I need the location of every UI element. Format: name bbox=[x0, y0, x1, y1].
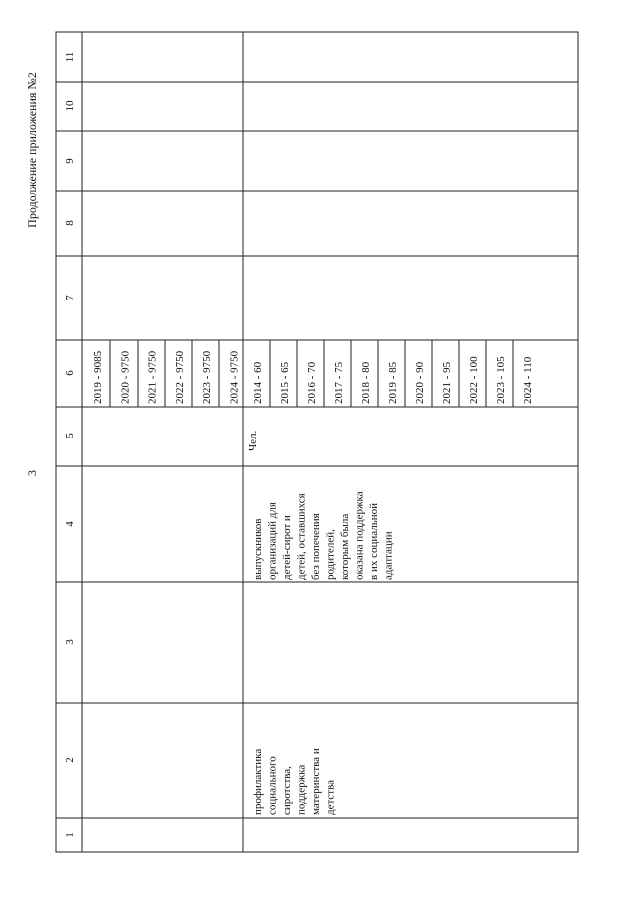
row2-col6-value: 2019 - 85 bbox=[387, 361, 399, 404]
row2-col4-line: оказана поддержка bbox=[353, 491, 366, 580]
row2-col6-value: 2014 - 60 bbox=[252, 361, 264, 404]
row2-col4-line: выпускников bbox=[252, 518, 264, 580]
row2-col6-value: 2016 - 70 bbox=[306, 361, 318, 404]
row2-col2-line: профилактика bbox=[252, 748, 264, 815]
page-number: 3 bbox=[25, 470, 39, 476]
row2-col6-value: 2015 - 65 bbox=[279, 361, 291, 404]
row2-col2-line: детства bbox=[324, 779, 337, 815]
column-header-6: 6 bbox=[64, 370, 76, 376]
row2-col2-line: сиротства, bbox=[281, 766, 293, 815]
column-headers bbox=[64, 52, 76, 838]
row2-col4-line: в их социальной bbox=[368, 503, 380, 580]
row2-col6-value: 2023 - 105 bbox=[495, 356, 507, 404]
row2-col2-line: поддержка bbox=[295, 764, 308, 815]
row1-col6-value: 2024 - 9750 bbox=[228, 350, 241, 404]
row2-col4-line: адаптации bbox=[382, 531, 395, 580]
row1-col6-value: 2019 - 9085 bbox=[92, 350, 104, 404]
row2-col6-value: 2024 - 110 bbox=[522, 356, 534, 404]
column-header-10: 10 bbox=[64, 100, 76, 112]
row1-col6-value: 2020 - 9750 bbox=[119, 350, 132, 404]
column-header-4: 4 bbox=[64, 521, 76, 527]
row2-col2-line: материнства и bbox=[310, 748, 322, 815]
column-header-1: 1 bbox=[64, 832, 76, 838]
row1-col6-value: 2023 - 9750 bbox=[201, 350, 214, 404]
row2-col6-value: 2017 - 75 bbox=[333, 361, 345, 404]
column-header-8: 8 bbox=[64, 220, 76, 226]
row2-col4-line: без попечения bbox=[310, 513, 322, 580]
row2-col4-line: которым была bbox=[339, 513, 351, 580]
column-header-9: 9 bbox=[64, 158, 76, 164]
row1-col6-value: 2021 - 9750 bbox=[146, 350, 159, 404]
column-header-11: 11 bbox=[64, 51, 76, 63]
column-header-5: 5 bbox=[64, 433, 76, 439]
row2-col4-line: родителей, bbox=[324, 529, 337, 580]
row2-col4-line: детей-сирот и bbox=[281, 515, 293, 580]
row2-col5-unit: Чел. bbox=[247, 430, 259, 451]
row2-col6-value: 2021 - 95 bbox=[441, 361, 453, 404]
row1-col6-values bbox=[92, 350, 241, 404]
row2-col6-value: 2018 - 80 bbox=[360, 361, 372, 404]
column-header-3: 3 bbox=[64, 639, 76, 645]
row2-col4-line: детей, оставшихся bbox=[295, 493, 308, 580]
row2-col4-text bbox=[252, 491, 395, 580]
row1-col6-value: 2022 - 9750 bbox=[173, 350, 186, 404]
row2-col6-value: 2022 - 100 bbox=[468, 356, 480, 404]
column-header-2: 2 bbox=[64, 757, 76, 763]
row2-col4-line: организаций для bbox=[266, 502, 279, 580]
row2-col6-value: 2020 - 90 bbox=[414, 361, 426, 404]
row2-col6-values bbox=[252, 356, 534, 404]
appendix-note: Продолжение приложения №2 bbox=[25, 72, 39, 228]
table-grid bbox=[56, 32, 578, 852]
row2-col2-line: социального bbox=[266, 756, 279, 815]
row2-col2-text bbox=[252, 748, 337, 815]
column-header-7: 7 bbox=[64, 295, 76, 301]
